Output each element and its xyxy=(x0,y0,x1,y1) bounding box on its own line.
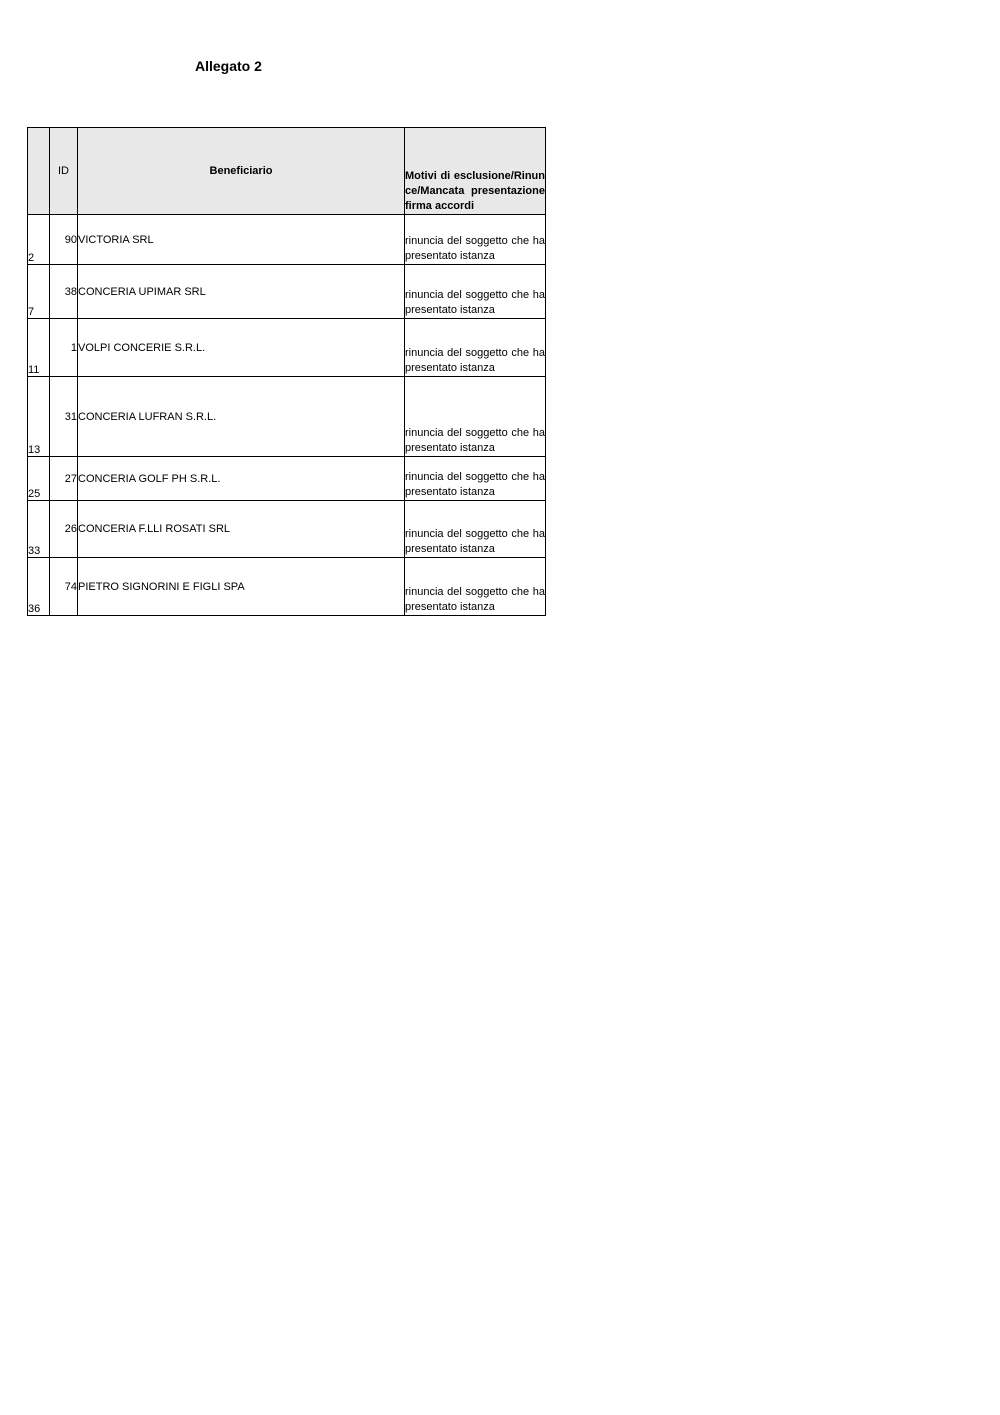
table-row xyxy=(28,501,546,558)
table-header-row xyxy=(28,128,546,215)
row-id: 27 xyxy=(50,457,78,501)
row-id: 1 xyxy=(50,319,78,377)
table-row xyxy=(28,319,546,377)
row-beneficiario: CONCERIA LUFRAN S.R.L. xyxy=(78,377,405,457)
row-id: 38 xyxy=(50,265,78,319)
row-beneficiario: PIETRO SIGNORINI E FIGLI SPA xyxy=(78,558,405,616)
row-motivi: rinuncia del soggetto che ha presentato istanza xyxy=(405,377,546,457)
table-row xyxy=(28,457,546,501)
header-beneficiario: Beneficiario xyxy=(78,128,405,215)
row-motivi: rinuncia del soggetto che ha presentato istanza xyxy=(405,501,546,558)
row-beneficiario: CONCERIA GOLF PH S.R.L. xyxy=(78,457,405,501)
row-beneficiario: VOLPI CONCERIE S.R.L. xyxy=(78,319,405,377)
row-motivi: rinuncia del soggetto che ha presentato istanza xyxy=(405,215,546,265)
row-motivi: rinuncia del soggetto che ha presentato istanza xyxy=(405,265,546,319)
table-row xyxy=(28,377,546,457)
row-id: 26 xyxy=(50,501,78,558)
header-number xyxy=(28,128,50,215)
row-motivi: rinuncia del soggetto che ha presentato istanza xyxy=(405,558,546,616)
row-id: 74 xyxy=(50,558,78,616)
page-title: Allegato 2 xyxy=(195,58,262,74)
header-motivi: Motivi di esclusione/Rinunce/Mancata presentazione firma accordi xyxy=(405,128,546,215)
table-row xyxy=(28,265,546,319)
row-motivi: rinuncia del soggetto che ha presentato istanza xyxy=(405,457,546,501)
header-id: ID xyxy=(50,128,78,215)
row-number: 13 xyxy=(28,377,50,457)
row-number: 36 xyxy=(28,558,50,616)
row-id: 31 xyxy=(50,377,78,457)
row-number: 11 xyxy=(28,319,50,377)
table-row xyxy=(28,215,546,265)
row-number: 7 xyxy=(28,265,50,319)
row-beneficiario: VICTORIA SRL xyxy=(78,215,405,265)
row-beneficiario: CONCERIA UPIMAR SRL xyxy=(78,265,405,319)
row-motivi: rinuncia del soggetto che ha presentato istanza xyxy=(405,319,546,377)
exclusion-table xyxy=(27,127,546,616)
row-id: 90 xyxy=(50,215,78,265)
row-beneficiario: CONCERIA F.LLI ROSATI SRL xyxy=(78,501,405,558)
table-row xyxy=(28,558,546,616)
row-number: 25 xyxy=(28,457,50,501)
row-number: 2 xyxy=(28,215,50,265)
row-number: 33 xyxy=(28,501,50,558)
